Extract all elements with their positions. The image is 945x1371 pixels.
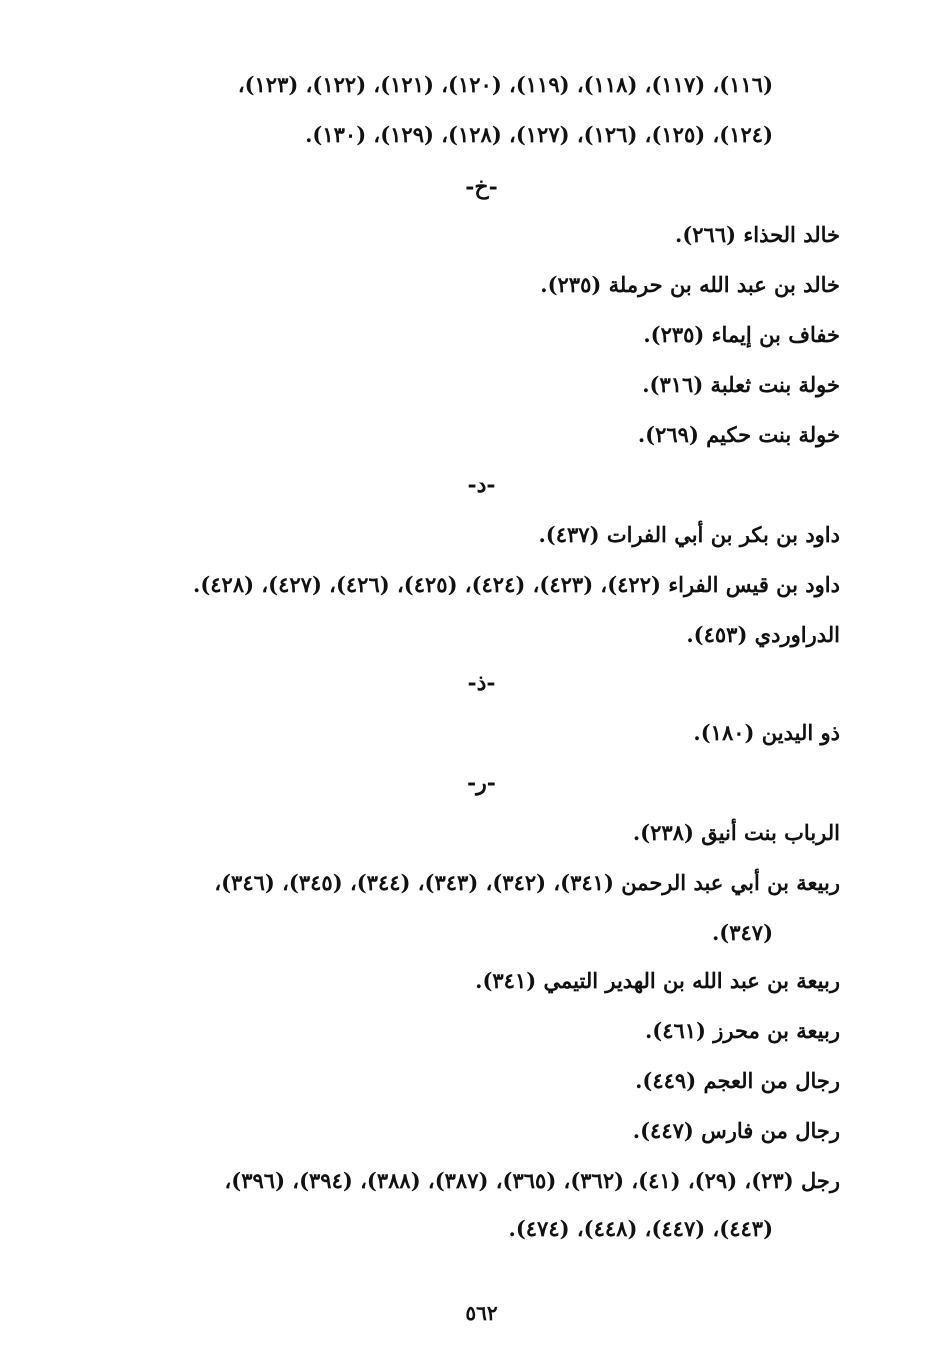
index-entry: خفاف بن إيماء (٢٣٥). [643, 322, 840, 347]
index-entry: ربيعة بن محرز (٤٦١). [644, 1018, 840, 1043]
section-header-dhal: -ذ- [467, 670, 496, 696]
index-entry: الرباب بنت أنيق (٢٣٨). [632, 820, 840, 845]
index-entry: خالد بن عبد الله بن حرملة (٢٣٥). [540, 272, 840, 297]
page-number: ٥٦٢ [465, 1301, 498, 1325]
section-header-ra: -ر- [467, 770, 496, 796]
index-entry: رجال من العجم (٤٤٩). [635, 1068, 840, 1093]
index-entry: رجل (٢٣)، (٢٩)، (٤١)، (٣٦٢)، (٣٦٥)، (٣٨٧)، (٣٨٨)، (٣٩٤)، (٣٩٦)، [224, 1168, 840, 1193]
index-entry: داود بن قيس الفراء (٤٢٢)، (٤٢٣)، (٤٢٤)، (٤٢٥)، (٤٢٦)، (٤٢٧)، (٤٢٨). [193, 572, 840, 597]
index-entry: ربيعة بن أبي عبد الرحمن (٣٤١)، (٣٤٢)، (٣٤٣)، (٣٤٤)، (٣٤٥)، (٣٤٦)، [214, 870, 840, 895]
section-header-kha: -خ- [465, 174, 498, 200]
section-header-dal: -د- [467, 472, 496, 498]
index-entry-continuation: (١٢٤)، (١٢٥)، (١٢٦)، (١٢٧)، (١٢٨)، (١٢٩)، (١٣٠). [305, 122, 773, 147]
index-entry: داود بن بكر بن أبي الفرات (٤٣٧). [538, 522, 840, 547]
index-entry-continuation: (٤٤٣)، (٤٤٧)، (٤٤٨)، (٤٧٤). [508, 1216, 773, 1241]
index-entry: خولة بنت ثعلبة (٣١٦). [642, 372, 840, 397]
index-entry-continuation: (٣٤٧). [711, 920, 773, 945]
index-entry-continuation: (١١٦)، (١١٧)، (١١٨)، (١١٩)، (١٢٠)، (١٢١)، (١٢٢)، (١٢٣)، [237, 72, 773, 97]
index-entry: خولة بنت حكيم (٢٦٩). [637, 422, 840, 447]
index-entry: الدراوردي (٤٥٣). [686, 622, 840, 647]
index-entry: ربيعة بن عبد الله بن الهدير التيمي (٣٤١). [475, 968, 840, 993]
index-entry: خالد الحذاء (٢٦٦). [675, 222, 840, 247]
index-entry: ذو اليدين (١٨٠). [693, 720, 840, 745]
index-entry: رجال من فارس (٤٤٧). [632, 1118, 840, 1143]
